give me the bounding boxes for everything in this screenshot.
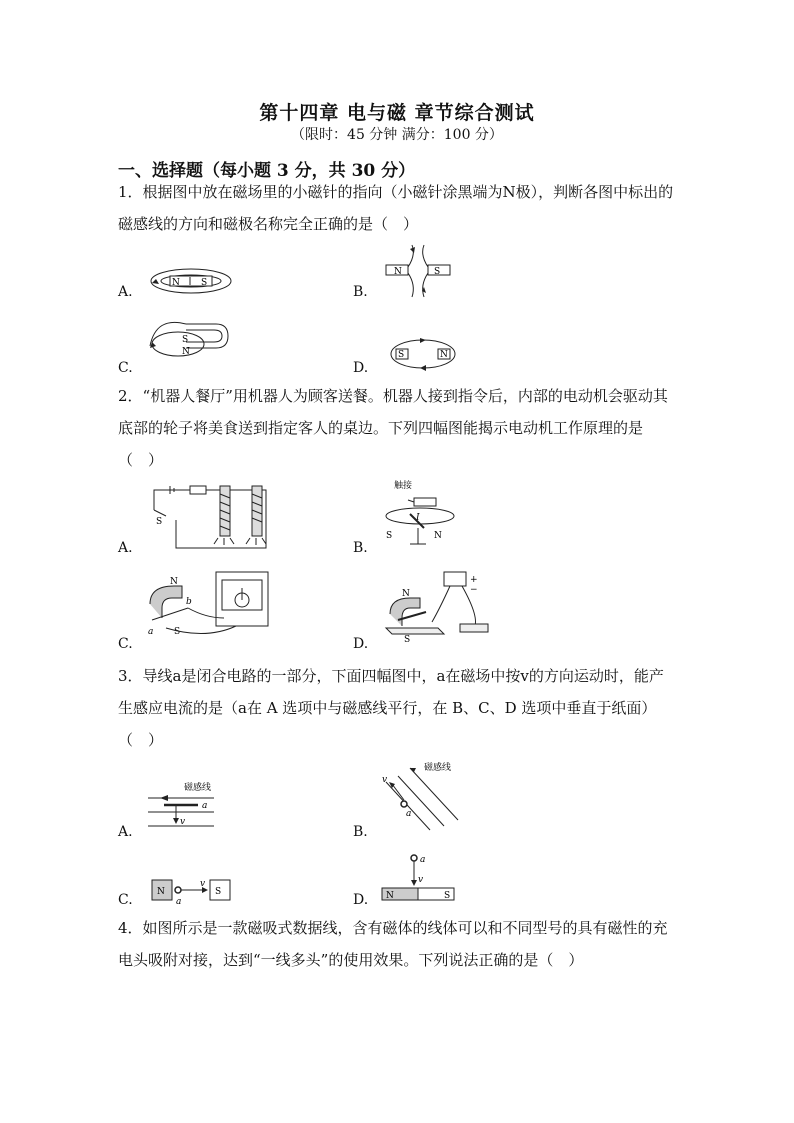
q3-option-b[interactable]: B. (353, 824, 368, 840)
q1-figure-b (382, 243, 462, 299)
q1-figure-d (388, 336, 458, 372)
page-title: 第十四章 电与磁 章节综合测试 (259, 102, 535, 124)
section-heading: 一、选择题（每小题 3 分，共 30 分） (118, 161, 416, 181)
q2c-a-label: a (148, 627, 154, 637)
q3-figure-b (374, 760, 464, 832)
q3c-s-label: S (215, 887, 222, 897)
q1b-n-label: N (394, 267, 402, 277)
q3-figure-d (380, 852, 456, 906)
q1b-s-label: S (434, 267, 441, 277)
q2c-s-label: S (174, 627, 181, 637)
q3-option-a[interactable]: A. (118, 824, 133, 840)
q1c-n-label: N (182, 347, 190, 357)
q3-figure-a (146, 780, 218, 836)
q1d-n-label: N (440, 350, 448, 360)
q2-option-a[interactable]: A. (118, 540, 133, 556)
q1-option-a[interactable]: A. (118, 284, 133, 300)
q3-option-c[interactable]: C. (118, 892, 133, 908)
q1c-s-label: S (182, 335, 189, 345)
q1a-s-label: S (201, 278, 208, 288)
q2b-s-label: S (386, 531, 393, 541)
q3a-v-label: v (180, 817, 186, 827)
q1-option-d[interactable]: D. (353, 360, 369, 376)
q2d-plus-label: + (470, 575, 478, 585)
q3d-n-label: N (386, 891, 394, 901)
q3b-a-label: a (406, 809, 412, 819)
q2d-n-label: N (402, 589, 410, 599)
q2b-current-label: I (416, 513, 420, 523)
q2b-touch-label: 触接 (394, 481, 413, 491)
q3d-s-label: S (444, 891, 451, 901)
q3-figure-c (150, 876, 234, 906)
q3b-v-label: v (382, 775, 388, 785)
q2-figure-d (380, 568, 500, 645)
q3c-v-label: v (200, 879, 206, 889)
q2-figure-b (380, 478, 460, 550)
q1-option-c[interactable]: C. (118, 360, 133, 376)
q3c-n-label: N (157, 887, 165, 897)
question-2-text: 2．“机器人餐厅”用机器人为顾客送餐。机器人接到指令后，内部的电动机会驱动其底部的轮子将美食送到指定客人的桌边。下列四幅图能揭示电动机工作原理的是（ ） (118, 387, 668, 469)
question-4-text: 4．如图所示是一款磁吸式数据线，含有磁体的线体可以和不同型号的具有磁性的充电头吸附对接，达到“一线多头”的使用效果。下列说法正确的是（ ） (118, 919, 668, 969)
q3d-v-label: v (418, 875, 424, 885)
q3d-a-label: a (420, 855, 426, 865)
exam-subtitle: （限时：45 分钟 满分：100 分） (291, 127, 503, 143)
question-3-text: 3．导线a是闭合电路的一部分，下面四幅图中，a在磁场中按v的方向运动时，能产生感应电流的是（a在 A 选项中与磁感线平行，在 B、C、D 选项中垂直于纸面）（ ） (118, 667, 664, 749)
q3a-a-label: a (202, 801, 208, 811)
q3-option-d[interactable]: D. (353, 892, 369, 908)
q2c-b-label: b (186, 597, 192, 607)
q3a-field-label: 磁感线 (184, 783, 212, 793)
q2-option-c[interactable]: C. (118, 636, 133, 652)
q2c-n-label: N (170, 577, 178, 587)
q2-option-b[interactable]: B. (353, 540, 368, 556)
q2-figure-c (146, 568, 272, 640)
q2-figure-a (148, 480, 273, 552)
q1-option-b[interactable]: B. (353, 284, 368, 300)
q1-figure-c (146, 318, 236, 368)
q1d-s-label: S (398, 350, 405, 360)
q2-option-d[interactable]: D. (353, 636, 369, 652)
q2b-n-label: N (434, 531, 442, 541)
q1a-n-label: N (172, 278, 180, 288)
q3b-field-label: 磁感线 (424, 763, 452, 773)
question-1-text: 1．根据图中放在磁场里的小磁针的指向（小磁针涂黑端为N极），判断各图中标出的磁感线的方向和磁极名称完全正确的是（ ） (118, 183, 674, 233)
q2a-s-label: S (156, 517, 163, 527)
q2d-minus-label: − (470, 585, 478, 595)
q2d-s-label: S (404, 635, 411, 645)
q3c-a-label: a (176, 897, 182, 907)
q1-figure-a (146, 262, 236, 298)
